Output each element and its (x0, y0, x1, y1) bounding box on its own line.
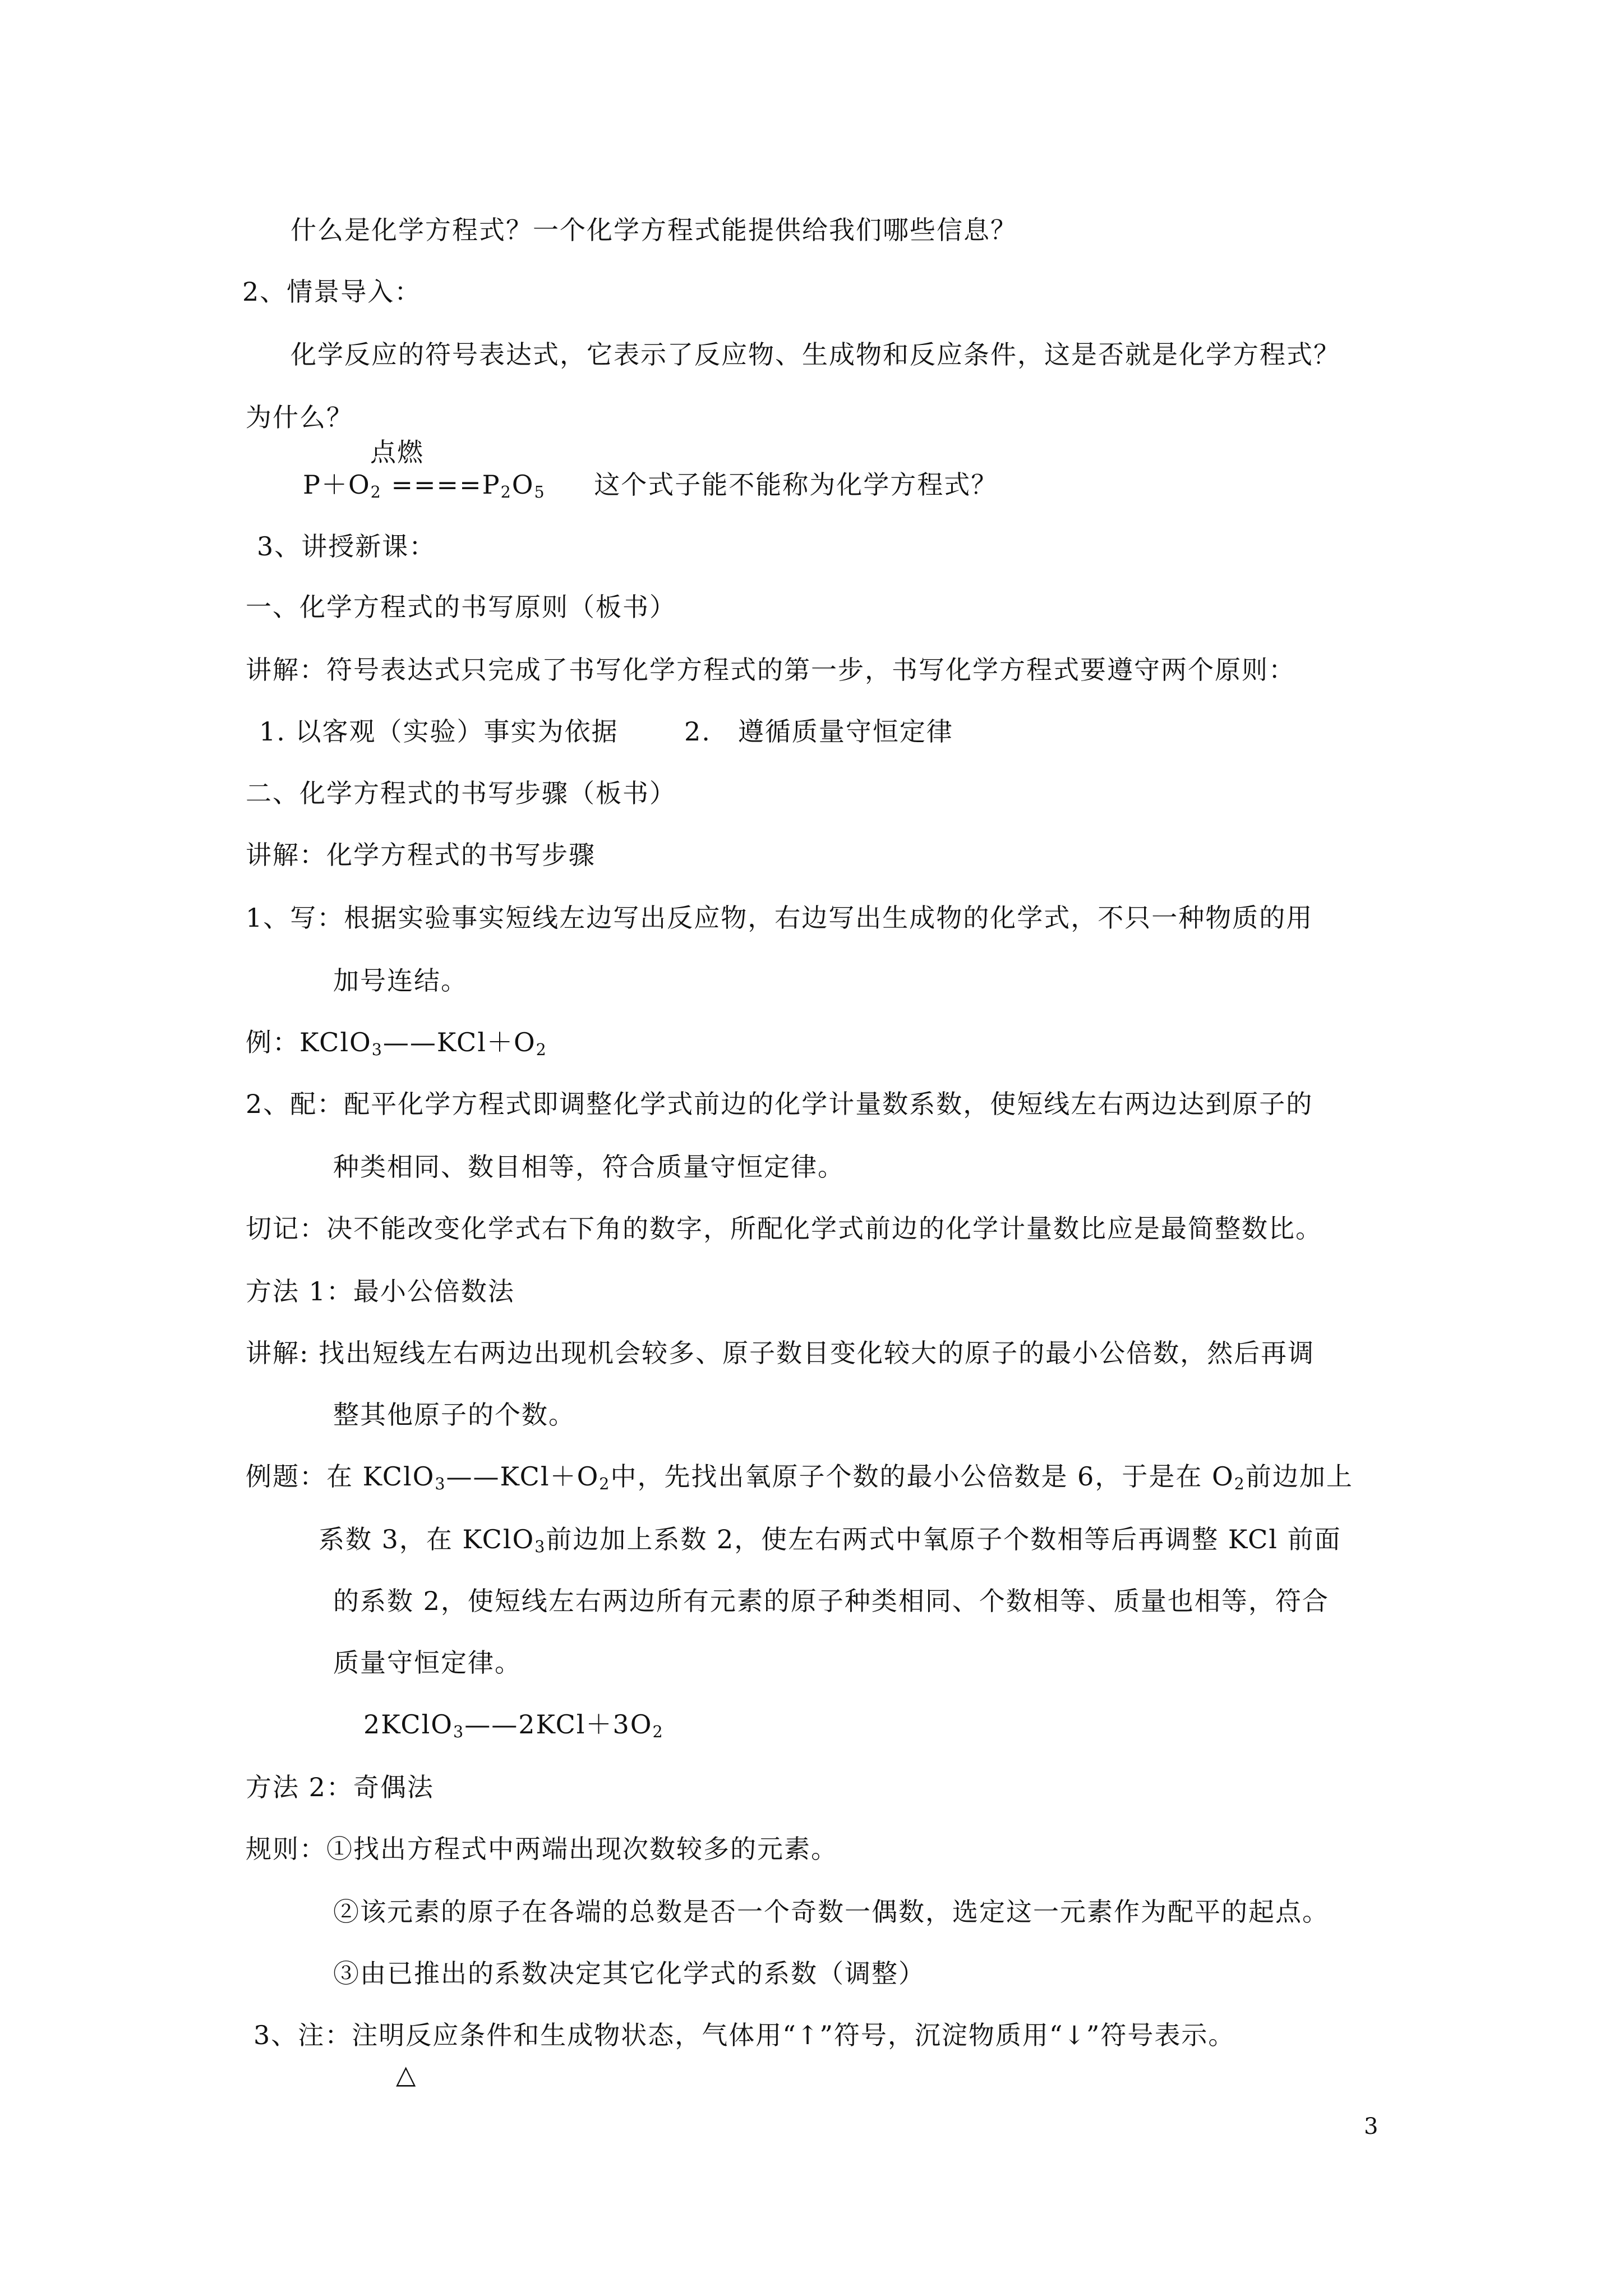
step-balance-line1: 2、配：配平化学方程式即调整化学式前边的化学计量数系数，使短线左右两边达到原子的 (246, 1089, 1313, 1119)
m1ex-sub2b: 2 (1234, 1475, 1246, 1494)
eq1-question: 这个式子能不能称为化学方程式？ (594, 470, 998, 500)
m1ex-part4: 前边加上 (1245, 1461, 1353, 1492)
principle-2: 2. 遵循质量守恒定律 (684, 716, 953, 747)
example-equation (246, 1027, 547, 1058)
eq1-reactants: P＋O (303, 470, 371, 500)
step-write-line1: 1、写：根据实验事实短线左边写出反应物，右边写出生成物的化学式，不只一种物质的用 (246, 903, 1313, 933)
eq1-sub-o2: 2 (370, 483, 382, 502)
example-sub-3: 3 (371, 1041, 383, 1060)
equation-phosphorus (303, 469, 998, 500)
method-1-example-line1 (246, 1461, 1353, 1492)
balanced-reactant: 2KClO (363, 1709, 454, 1740)
balanced-equation (363, 1709, 664, 1740)
step-write-line2: 加号连结。 (333, 965, 468, 996)
m1ex-sub3: 3 (435, 1475, 446, 1494)
scene-paragraph-line1: 化学反应的符号表达式，它表示了反应物、生成物和反应条件，这是否就是化学方程式？ (291, 339, 1340, 370)
heading-steps: 二、化学方程式的书写步骤（板书） (246, 778, 676, 808)
condition-ignite: 点燃 (370, 437, 424, 467)
heading-teach: 3、讲授新课： (257, 531, 436, 562)
heading-scene: 2、情景导入： (242, 277, 422, 307)
method-1-example-line3: 的系数 2，使短线左右两边所有元素的原子种类相同、个数相等、质量也相等，符合 (333, 1586, 1329, 1616)
method-1-explain-line2: 整其他原子的个数。 (333, 1400, 575, 1430)
example-kclo: KClO (299, 1027, 372, 1057)
m1ex-part1: 例题：在 KClO (246, 1461, 435, 1492)
eq1-arrow: ====P (381, 470, 501, 500)
method-1-heading: 方法 1：最小公倍数法 (246, 1276, 515, 1306)
m1ex-b1: 系数 3，在 KClO (319, 1524, 535, 1554)
balanced-sub2: 2 (652, 1723, 664, 1742)
m1ex-part3: 中，先找出氧原子个数的最小公倍数是 6，于是在 O (610, 1461, 1234, 1492)
m1ex-b-sub3: 3 (534, 1538, 546, 1557)
heat-triangle: △ (396, 2059, 416, 2090)
explain-principles: 讲解：符号表达式只完成了书写化学方程式的第一步，书写化学方程式要遵守两个原则： (246, 655, 1295, 685)
note-conditions: 3、注：注明反应条件和生成物状态，气体用“↑”符号，沉淀物质用“↓”符号表示。 (253, 2020, 1235, 2050)
example-products: ——KCl＋O (382, 1027, 536, 1057)
m1ex-sub2a: 2 (599, 1475, 611, 1494)
method-2-heading: 方法 2：奇偶法 (246, 1772, 434, 1802)
rule-2: ②该元素的原子在各端的总数是否一个奇数一偶数，选定这一元素作为配平的起点。 (333, 1897, 1329, 1927)
eq1-sub-o5: 5 (534, 483, 546, 502)
explain-steps: 讲解：化学方程式的书写步骤 (246, 840, 596, 870)
eq1-sub-p2: 2 (500, 483, 512, 502)
eq1-oxygen: O (511, 470, 534, 500)
balanced-products: ——2KCl＋3O (464, 1709, 653, 1740)
intro-question: 什么是化学方程式？一个化学方程式能提供给我们哪些信息？ (291, 215, 1017, 245)
example-sub-2: 2 (536, 1041, 547, 1060)
caution-note: 切记：决不能改变化学式右下角的数字，所配化学式前边的化学计量数比应是最简整数比。 (246, 1213, 1322, 1244)
principle-1: 1. 以客观（实验）事实为依据 (259, 716, 619, 747)
balanced-sub3: 3 (453, 1723, 465, 1742)
method-1-example-line2 (319, 1524, 1341, 1555)
method-1-explain-line1: 讲解: 找出短线左右两边出现机会较多、原子数目变化较大的原子的最小公倍数，然后再调 (246, 1338, 1315, 1368)
page-number: 3 (1364, 2114, 1378, 2139)
rule-3: ③由已推出的系数决定其它化学式的系数（调整） (333, 1958, 925, 1989)
m1ex-b2: 前边加上系数 2，使左右两式中氧原子个数相等后再调整 KCl 前面 (546, 1524, 1341, 1554)
example-label: 例： (246, 1027, 299, 1057)
method-1-example-line4: 质量守恒定律。 (333, 1648, 522, 1678)
m1ex-part2: ——KCl＋O (446, 1461, 600, 1492)
step-balance-line2: 种类相同、数目相等，符合质量守恒定律。 (333, 1152, 845, 1182)
rule-1: 规则：①找出方程式中两端出现次数较多的元素。 (246, 1834, 838, 1864)
heading-principle: 一、化学方程式的书写原则（板书） (246, 592, 676, 622)
scene-paragraph-line2: 为什么？ (246, 402, 353, 432)
